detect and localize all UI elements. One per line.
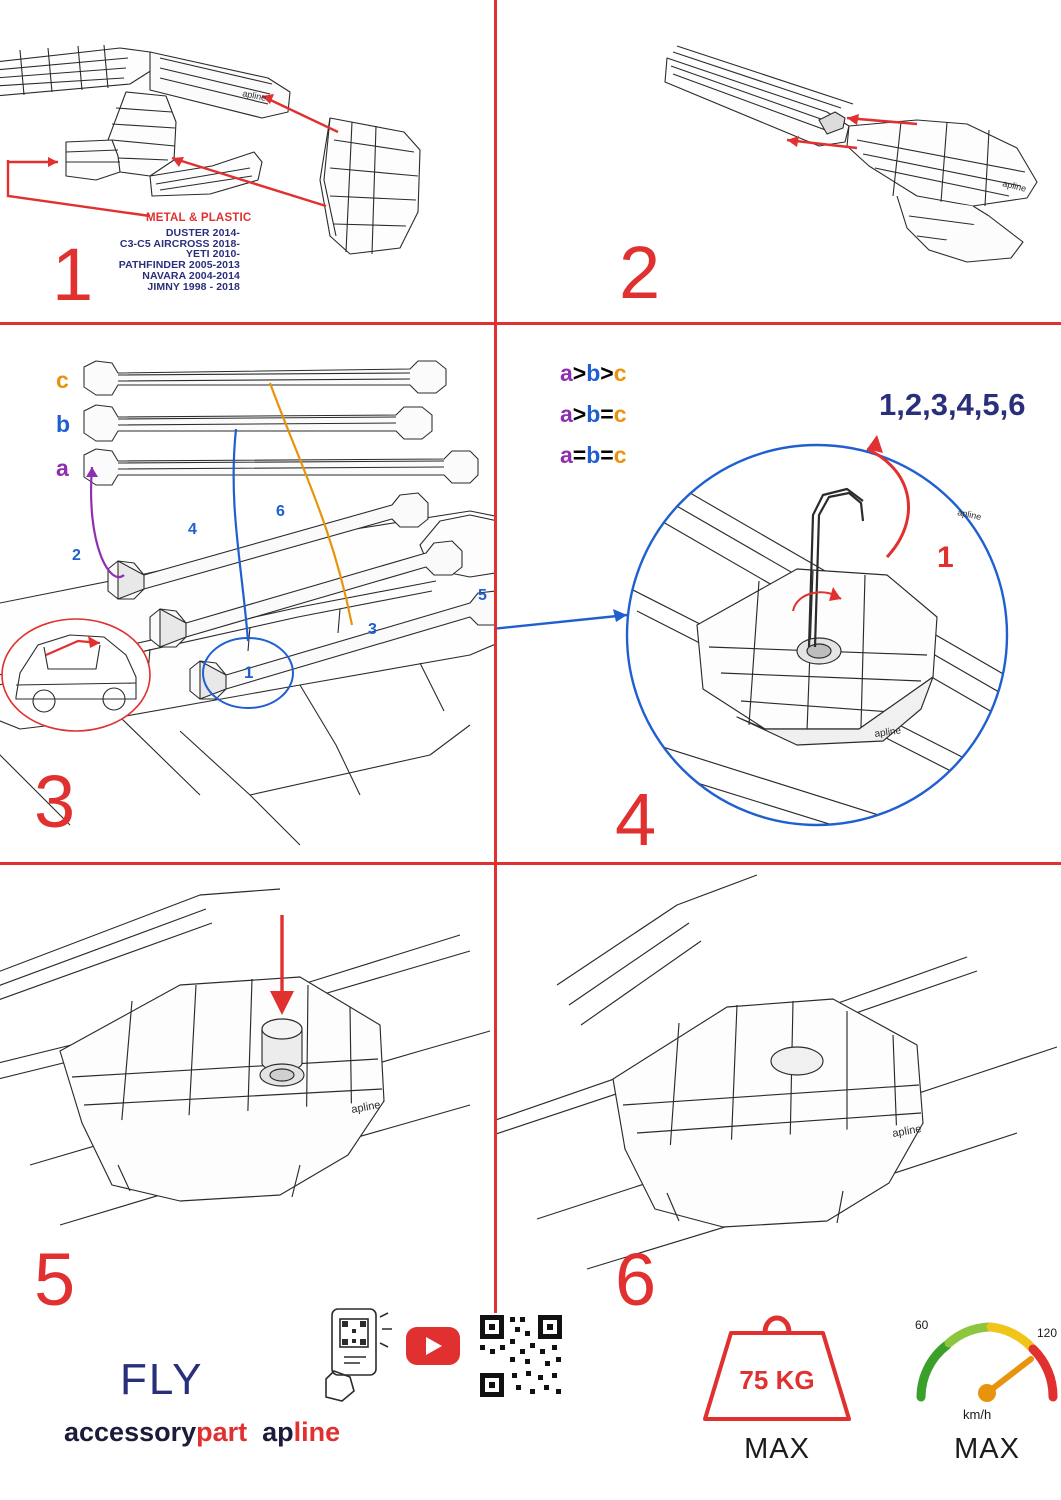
vehicle-item: YETI 2010-: [185, 248, 240, 261]
step-2-illustration: [497, 0, 1061, 322]
step-number-3: 3: [34, 760, 74, 843]
bar-label-c: c: [56, 367, 69, 393]
relation-2: a>b=c: [560, 401, 627, 427]
brand-ap: ap: [262, 1417, 294, 1447]
vehicle-item: JIMNY 1998 - 2018: [147, 280, 240, 293]
position-number-5: 5: [478, 587, 487, 604]
relation-3: a=b=c: [560, 442, 627, 468]
step-3-illustration: [0, 325, 494, 862]
position-number-3: 3: [368, 621, 377, 638]
step-number-4: 4: [615, 778, 655, 861]
gauge-tick-120: 120: [1037, 1326, 1058, 1340]
step-number-1: 1: [52, 233, 92, 316]
max-weight-value: 75 KG: [739, 1365, 815, 1395]
vehicle-item: C3-C5 AIRCROSS 2018-: [119, 237, 240, 250]
relation-1: a>b>c: [560, 360, 627, 386]
position-number-6: 6: [276, 503, 285, 520]
youtube-icon: [406, 1327, 460, 1365]
brand-line-suffix: line: [293, 1417, 341, 1447]
step-5-illustration: [0, 865, 494, 1285]
svg-text:apline: apline: [241, 88, 268, 103]
svg-text:apline: apline: [956, 507, 983, 522]
max-weight-label: MAX: [744, 1433, 810, 1465]
fly-wordmark: FLY: [120, 1355, 204, 1404]
step-number-2: 2: [619, 231, 659, 314]
step-6-illustration: [497, 865, 1061, 1285]
sequence-text: 1,2,3,4,5,6: [879, 387, 1026, 422]
svg-text:apline: apline: [873, 725, 902, 740]
step-4-callout-1: 1: [937, 541, 954, 574]
vehicle-item: DUSTER 2014-: [165, 227, 240, 239]
step-1-metal-plastic-heading: METAL & PLASTIC: [146, 212, 252, 224]
brand-part: part: [196, 1417, 248, 1447]
position-number-4: 4: [188, 521, 197, 538]
phone-scan-icon: [326, 1309, 392, 1401]
bar-label-b: b: [56, 411, 71, 437]
gauge-unit: km/h: [963, 1407, 992, 1422]
gauge-tick-60: 60: [915, 1318, 929, 1332]
max-speed-gauge-icon: [897, 1293, 1061, 1443]
vehicle-item: PATHFINDER 2005-2013: [118, 259, 240, 272]
brand-line: [64, 1417, 340, 1448]
brand-accessory: accessory: [64, 1417, 197, 1447]
panel-step-2: [497, 0, 1061, 322]
panel-step-6: [497, 865, 1061, 1500]
svg-text:apline: apline: [350, 1099, 382, 1116]
panel-step-3: [0, 325, 494, 862]
position-number-2: 2: [72, 547, 81, 564]
svg-text:apline: apline: [891, 1123, 923, 1140]
step-number-5: 5: [34, 1238, 74, 1321]
step-number-6: 6: [615, 1238, 655, 1321]
panel-step-4: [497, 325, 1061, 862]
bar-label-a: a: [56, 455, 69, 481]
step-4-sequence: [879, 387, 1026, 423]
max-speed-label: MAX: [954, 1433, 1020, 1465]
panel-step-5: [0, 865, 494, 1500]
vehicle-item: NAVARA 2004-2014: [142, 269, 240, 282]
panel-step-1: [0, 0, 494, 322]
svg-text:apline: apline: [1001, 178, 1028, 194]
position-number-1: 1: [244, 663, 254, 682]
